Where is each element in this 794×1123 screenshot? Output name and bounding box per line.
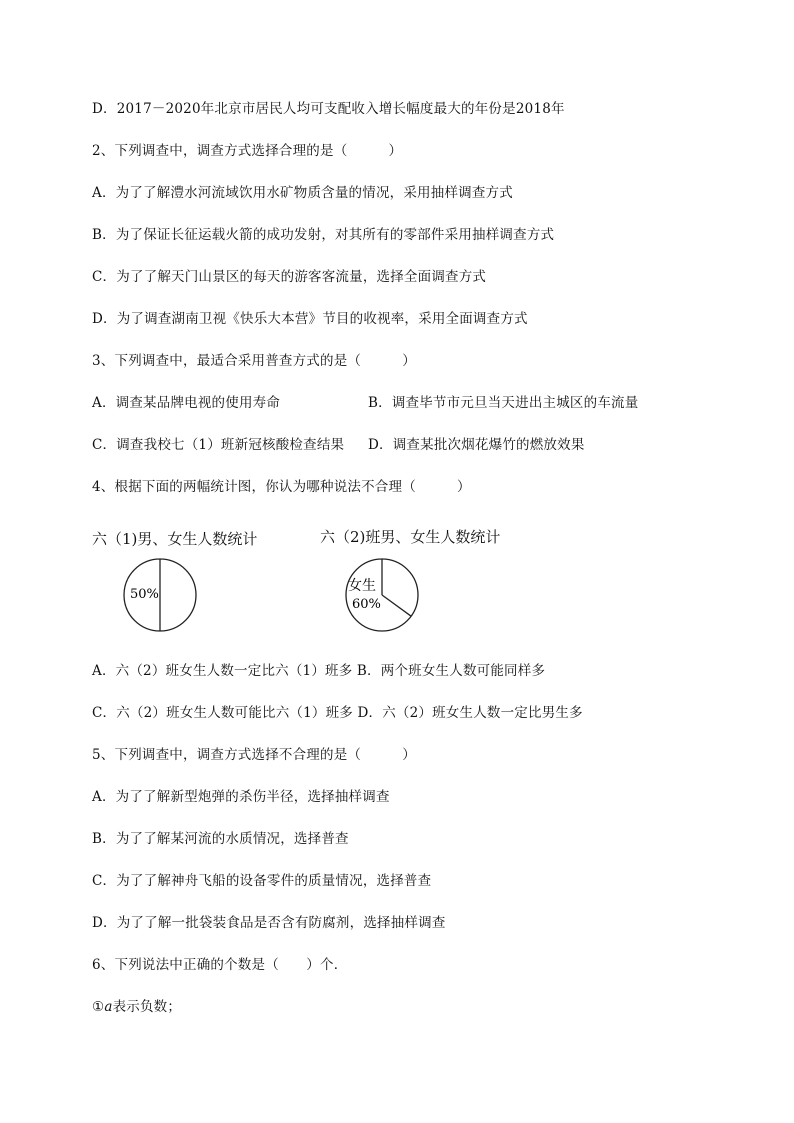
q6-statement-1-marker: ①	[92, 999, 105, 1015]
q3-stem: 3、下列调查中，最适合采用普查方式的是（ ）	[92, 353, 416, 369]
q4-options-cd: C．六（2）班女生人数可能比六（1）班多 D．六（2）班女生人数一定比男生多	[92, 705, 583, 721]
pie-chart-class-1	[92, 525, 302, 635]
pie-chart-2-title: 六（2)班男、女生人数统计	[320, 528, 501, 546]
q3-option-b: B．调查毕节市元旦当天进出主城区的车流量	[368, 395, 639, 411]
pie-chart-1-title: 六（1)男、女生人数统计	[92, 530, 258, 548]
q5-option-d: D．为了了解一批袋装食品是否含有防腐剂，选择抽样调查	[92, 915, 446, 931]
q6-stem: 6、下列说法中正确的个数是（ ）个．	[92, 957, 348, 973]
pie-2-label-girls: 女生	[348, 578, 376, 594]
q6-statement-1-var: a	[104, 999, 113, 1015]
q2-option-c: C．为了了解天门山景区的每天的游客客流量，选择全面调查方式	[92, 269, 487, 285]
pie-2-label-60: 60%	[352, 597, 381, 612]
pie-1-label-50: 50%	[130, 587, 159, 602]
q3-option-d: D．调查某批次烟花爆竹的燃放效果	[368, 437, 585, 453]
q6-statement-1	[92, 998, 181, 1016]
q5-option-c: C．为了了解神舟飞船的设备零件的质量情况，选择普查	[92, 873, 432, 889]
q1-option-d: D．2017－2020年北京市居民人均可支配收入增长幅度最大的年份是2018年	[92, 101, 565, 117]
q4-options-ab: A．六（2）班女生人数一定比六（1）班多 B．两个班女生人数可能同样多	[92, 663, 546, 679]
q3-option-c: C．调查我校七（1）班新冠核酸检查结果	[92, 437, 345, 453]
q5-option-a: A．为了了解新型炮弹的杀伤半径，选择抽样调查	[92, 789, 390, 805]
q6-statement-1-text: 表示负数；	[112, 999, 182, 1015]
q4-stem: 4、根据下面的两幅统计图，你认为哪种说法不合理（ ）	[92, 479, 471, 495]
q2-stem: 2、下列调查中，调查方式选择合理的是（ ）	[92, 143, 403, 159]
q2-option-b: B．为了保证长征运载火箭的成功发射，对其所有的零部件采用抽样调查方式	[92, 227, 555, 243]
q5-option-b: B．为了了解某河流的水质情况，选择普查	[92, 831, 349, 847]
pie-chart-class-2	[318, 520, 538, 635]
q3-option-a: A．调查某品牌电视的使用寿命	[92, 395, 281, 411]
q5-stem: 5、下列调查中，调查方式选择不合理的是（ ）	[92, 747, 416, 763]
q2-option-d: D．为了调查湖南卫视《快乐大本营》节目的收视率，采用全面调查方式	[92, 311, 528, 327]
q2-option-a: A．为了了解澧水河流域饮用水矿物质含量的情况，采用抽样调查方式	[92, 185, 513, 201]
